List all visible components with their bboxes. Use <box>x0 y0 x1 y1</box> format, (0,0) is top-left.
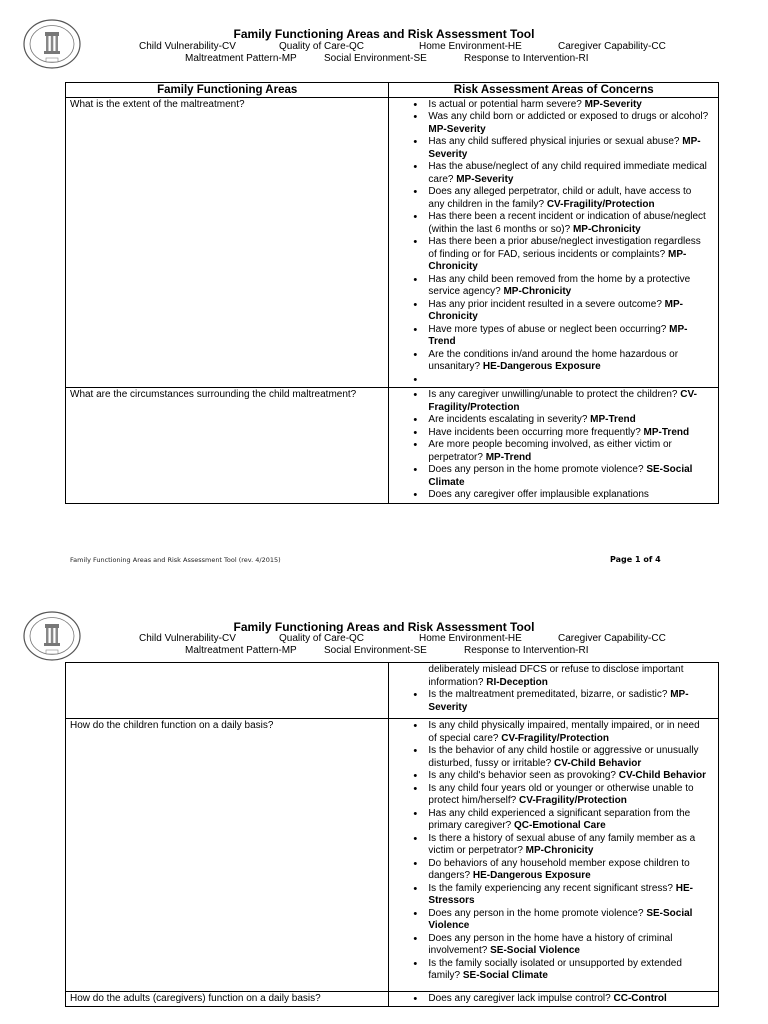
concern-tag: HE-Stressors <box>428 882 693 906</box>
column-header-areas: Family Functioning Areas <box>66 83 389 98</box>
concern-tag: HE-Dangerous Exposure <box>472 870 591 881</box>
concern-item <box>413 389 710 414</box>
concern-tag: MP-Severity <box>428 123 486 135</box>
legend-qc: Quality of Care-QC <box>279 41 365 52</box>
legend-cv: Child Vulnerability-CV <box>139 41 236 52</box>
footer-page-number: Page 1 of 4 <box>610 555 661 564</box>
concern-item <box>413 374 710 387</box>
legend-row-1 <box>0 41 768 53</box>
area-question: How do the adults (caregivers) function on a daily basis? <box>66 991 389 1007</box>
page-2 <box>0 596 768 1024</box>
concern-text: Is any child physically impaired, mentally impaired, or in need of special care? <box>428 720 700 744</box>
concern-item <box>413 489 710 502</box>
concern-item <box>413 324 710 349</box>
concern-item <box>413 161 710 186</box>
concern-item <box>413 136 710 161</box>
concern-item <box>413 833 710 858</box>
area-question <box>66 663 389 719</box>
concern-tag: SE-Social Violence <box>428 907 693 931</box>
concern-continuation: deliberately mislead DFCS or refuse to disclose important information? RI-Deception <box>428 664 684 688</box>
concern-item <box>413 808 710 833</box>
concern-tag: SE-Social Violence <box>490 945 580 956</box>
footer-doc-name: Family Functioning Areas and Risk Assessment Tool (rev. 4/2015) <box>70 556 281 564</box>
concern-text: Has there been a prior abuse/neglect investigation regardless of finding or for FAD, serious incidents or complaints? <box>428 236 701 260</box>
concern-item <box>413 720 710 745</box>
concern-text: Does any alleged perpetrator, child or adult, have access to any children in the family? <box>428 186 692 210</box>
concern-text: Is actual or potential harm severe? <box>428 98 585 110</box>
concerns-list <box>413 689 710 714</box>
concern-item <box>413 414 710 427</box>
concern-text: Does any caregiver offer implausible explanations <box>428 489 649 500</box>
concern-tag: MP-Chronicity <box>428 298 684 322</box>
concern-text: Is any caregiver unwilling/unable to protect the children? <box>428 389 681 400</box>
column-header-concerns: Risk Assessment Areas of Concerns <box>389 83 719 98</box>
concern-text: Is the family experiencing any recent significant stress? <box>428 882 676 894</box>
concern-text: Are the conditions in/and around the home hazardous or unsanitary? <box>428 348 679 372</box>
concern-item <box>413 464 710 489</box>
document-title: Family Functioning Areas and Risk Assessment Tool <box>233 620 535 634</box>
concern-item <box>413 770 710 783</box>
concern-item <box>413 908 710 933</box>
concern-text: Does any person in the home promote violence? <box>428 907 647 919</box>
risk-assessment-table <box>65 82 719 504</box>
legend-he: Home Environment-HE <box>419 41 522 52</box>
table-row <box>66 97 719 388</box>
concern-text: Is any child four years old or younger or otherwise unable to protect him/herself? <box>428 782 694 806</box>
legend-ri: Response to Intervention-RI <box>464 645 589 656</box>
concerns-cell <box>389 97 719 388</box>
legend-cc: Caregiver Capability-CC <box>558 41 666 52</box>
concern-item <box>413 958 710 983</box>
concerns-list <box>413 664 710 689</box>
concern-item <box>413 186 710 211</box>
concerns-list <box>413 99 710 387</box>
concern-text: Does any caregiver lack impulse control? <box>428 992 614 1004</box>
concern-tag: MP-Trend <box>590 414 636 425</box>
legend-row-1 <box>0 633 768 645</box>
concern-tag: MP-Trend <box>485 451 532 463</box>
area-question: What are the circumstances surrounding the child maltreatment? <box>66 388 389 504</box>
concern-tag: MP-Chronicity <box>428 248 687 272</box>
concern-item <box>413 274 710 299</box>
legend-se: Social Environment-SE <box>324 645 427 656</box>
concern-text: Is any child's behavior seen as provoking? <box>428 770 619 781</box>
legend-cc: Caregiver Capability-CC <box>558 633 666 644</box>
concern-tag: CV-Fragility/Protection <box>428 389 697 413</box>
concern-item <box>413 858 710 883</box>
concern-text: Is the family socially isolated or unsupported by extended family? <box>428 957 682 981</box>
concern-text: Are more people becoming involved, as either victim or perpetrator? <box>428 439 672 463</box>
concern-tag: MP-Chronicity <box>503 286 572 297</box>
table-row <box>66 719 719 992</box>
concern-text: Is the maltreatment premeditated, bizarre, or sadistic? <box>428 689 671 700</box>
concern-text: Are incidents escalating in severity? <box>428 414 591 425</box>
area-question: What is the extent of the maltreatment? <box>66 97 389 388</box>
concern-item <box>413 993 710 1006</box>
legend-row-2 <box>0 53 768 65</box>
table-row <box>66 663 719 719</box>
concern-text: Have incidents been occurring more frequently? <box>428 426 644 438</box>
concern-tag: CV-Child Behavior <box>618 770 707 781</box>
concern-tag: MP-Severity <box>428 689 689 713</box>
concerns-list <box>413 720 710 983</box>
concern-tag: QC-Emotional Care <box>514 820 606 831</box>
concern-tag: CV-Fragility/Protection <box>501 732 610 744</box>
concern-tag: HE-Dangerous Exposure <box>482 361 601 372</box>
concern-tag: MP-Trend <box>428 323 688 347</box>
legend-mp: Maltreatment Pattern-MP <box>185 53 297 64</box>
concern-text: Has any child been removed from the home by a protective service agency? <box>428 273 691 297</box>
legend-se: Social Environment-SE <box>324 53 427 64</box>
concern-item <box>413 689 710 714</box>
area-question: How do the children function on a daily basis? <box>66 719 389 992</box>
concern-item <box>413 299 710 324</box>
concern-tag: SE-Social Climate <box>428 464 693 488</box>
concern-tag: MP-Severity <box>456 173 514 185</box>
concern-tag: MP-Trend <box>643 426 690 438</box>
concerns-cell <box>389 719 719 992</box>
legend-mp: Maltreatment Pattern-MP <box>185 645 297 656</box>
concern-tag: CV-Child Behavior <box>554 757 642 769</box>
concern-item <box>413 349 710 374</box>
concern-item <box>413 211 710 236</box>
concerns-list <box>413 389 710 502</box>
legend-ri: Response to Intervention-RI <box>464 53 589 64</box>
concern-tag: CV-Fragility/Protection <box>519 795 627 806</box>
concern-text: Does any person in the home have a history of criminal involvement? <box>428 932 673 956</box>
concern-item <box>413 783 710 808</box>
concern-tag: MP-Severity <box>428 136 701 160</box>
concerns-cell <box>389 663 719 719</box>
legend-row-2 <box>0 645 768 657</box>
table-row <box>66 388 719 504</box>
risk-assessment-table-continued <box>65 662 719 1007</box>
concerns-cell <box>389 991 719 1007</box>
concerns-list <box>413 993 710 1006</box>
concern-text: Was any child born or addicted or exposed to drugs or alcohol? <box>428 111 709 122</box>
concern-text: Does any person in the home promote violence? <box>428 464 647 475</box>
concern-tag: MP-Chronicity <box>525 845 594 856</box>
concern-item <box>413 111 710 136</box>
concern-text: Have more types of abuse or neglect been occurring? <box>428 323 670 335</box>
concern-tag: CV-Fragility/Protection <box>546 198 655 210</box>
concern-text: Do behaviors of any household member expose children to dangers? <box>428 857 690 881</box>
concern-tag: SE-Social Climate <box>462 970 548 981</box>
concerns-cell <box>389 388 719 504</box>
concern-text: Is the behavior of any child hostile or aggressive or unusually disturbed, fussy or irritable? <box>428 745 699 769</box>
concern-item <box>413 99 710 112</box>
concern-item <box>413 236 710 274</box>
legend-qc: Quality of Care-QC <box>279 633 365 644</box>
concern-tag: MP-Severity <box>584 98 642 110</box>
concern-text: Has any child suffered physical injuries or sexual abuse? <box>428 136 683 147</box>
concern-item <box>413 933 710 958</box>
concern-item <box>413 439 710 464</box>
concern-text: Has any prior incident resulted in a severe outcome? <box>428 298 665 310</box>
concern-text: Is there a history of sexual abuse of any family member as a victim or perpetrator? <box>428 832 696 856</box>
concern-text: Has any child experienced a significant separation from the primary caregiver? <box>428 807 691 831</box>
concern-item <box>413 745 710 770</box>
concern-item <box>413 427 710 440</box>
legend-he: Home Environment-HE <box>419 633 522 644</box>
concern-tag: MP-Chronicity <box>572 223 641 235</box>
concern-tag: CC-Control <box>613 992 667 1004</box>
concern-item <box>413 883 710 908</box>
document-title: Family Functioning Areas and Risk Assessment Tool <box>233 27 535 41</box>
legend-cv: Child Vulnerability-CV <box>139 633 236 644</box>
concern-text: Has the abuse/neglect of any child required immediate medical care? <box>428 161 707 185</box>
table-row <box>66 991 719 1007</box>
concern-text: Has there been a recent incident or indication of abuse/neglect (within the last 6 months or so)? <box>428 211 706 235</box>
